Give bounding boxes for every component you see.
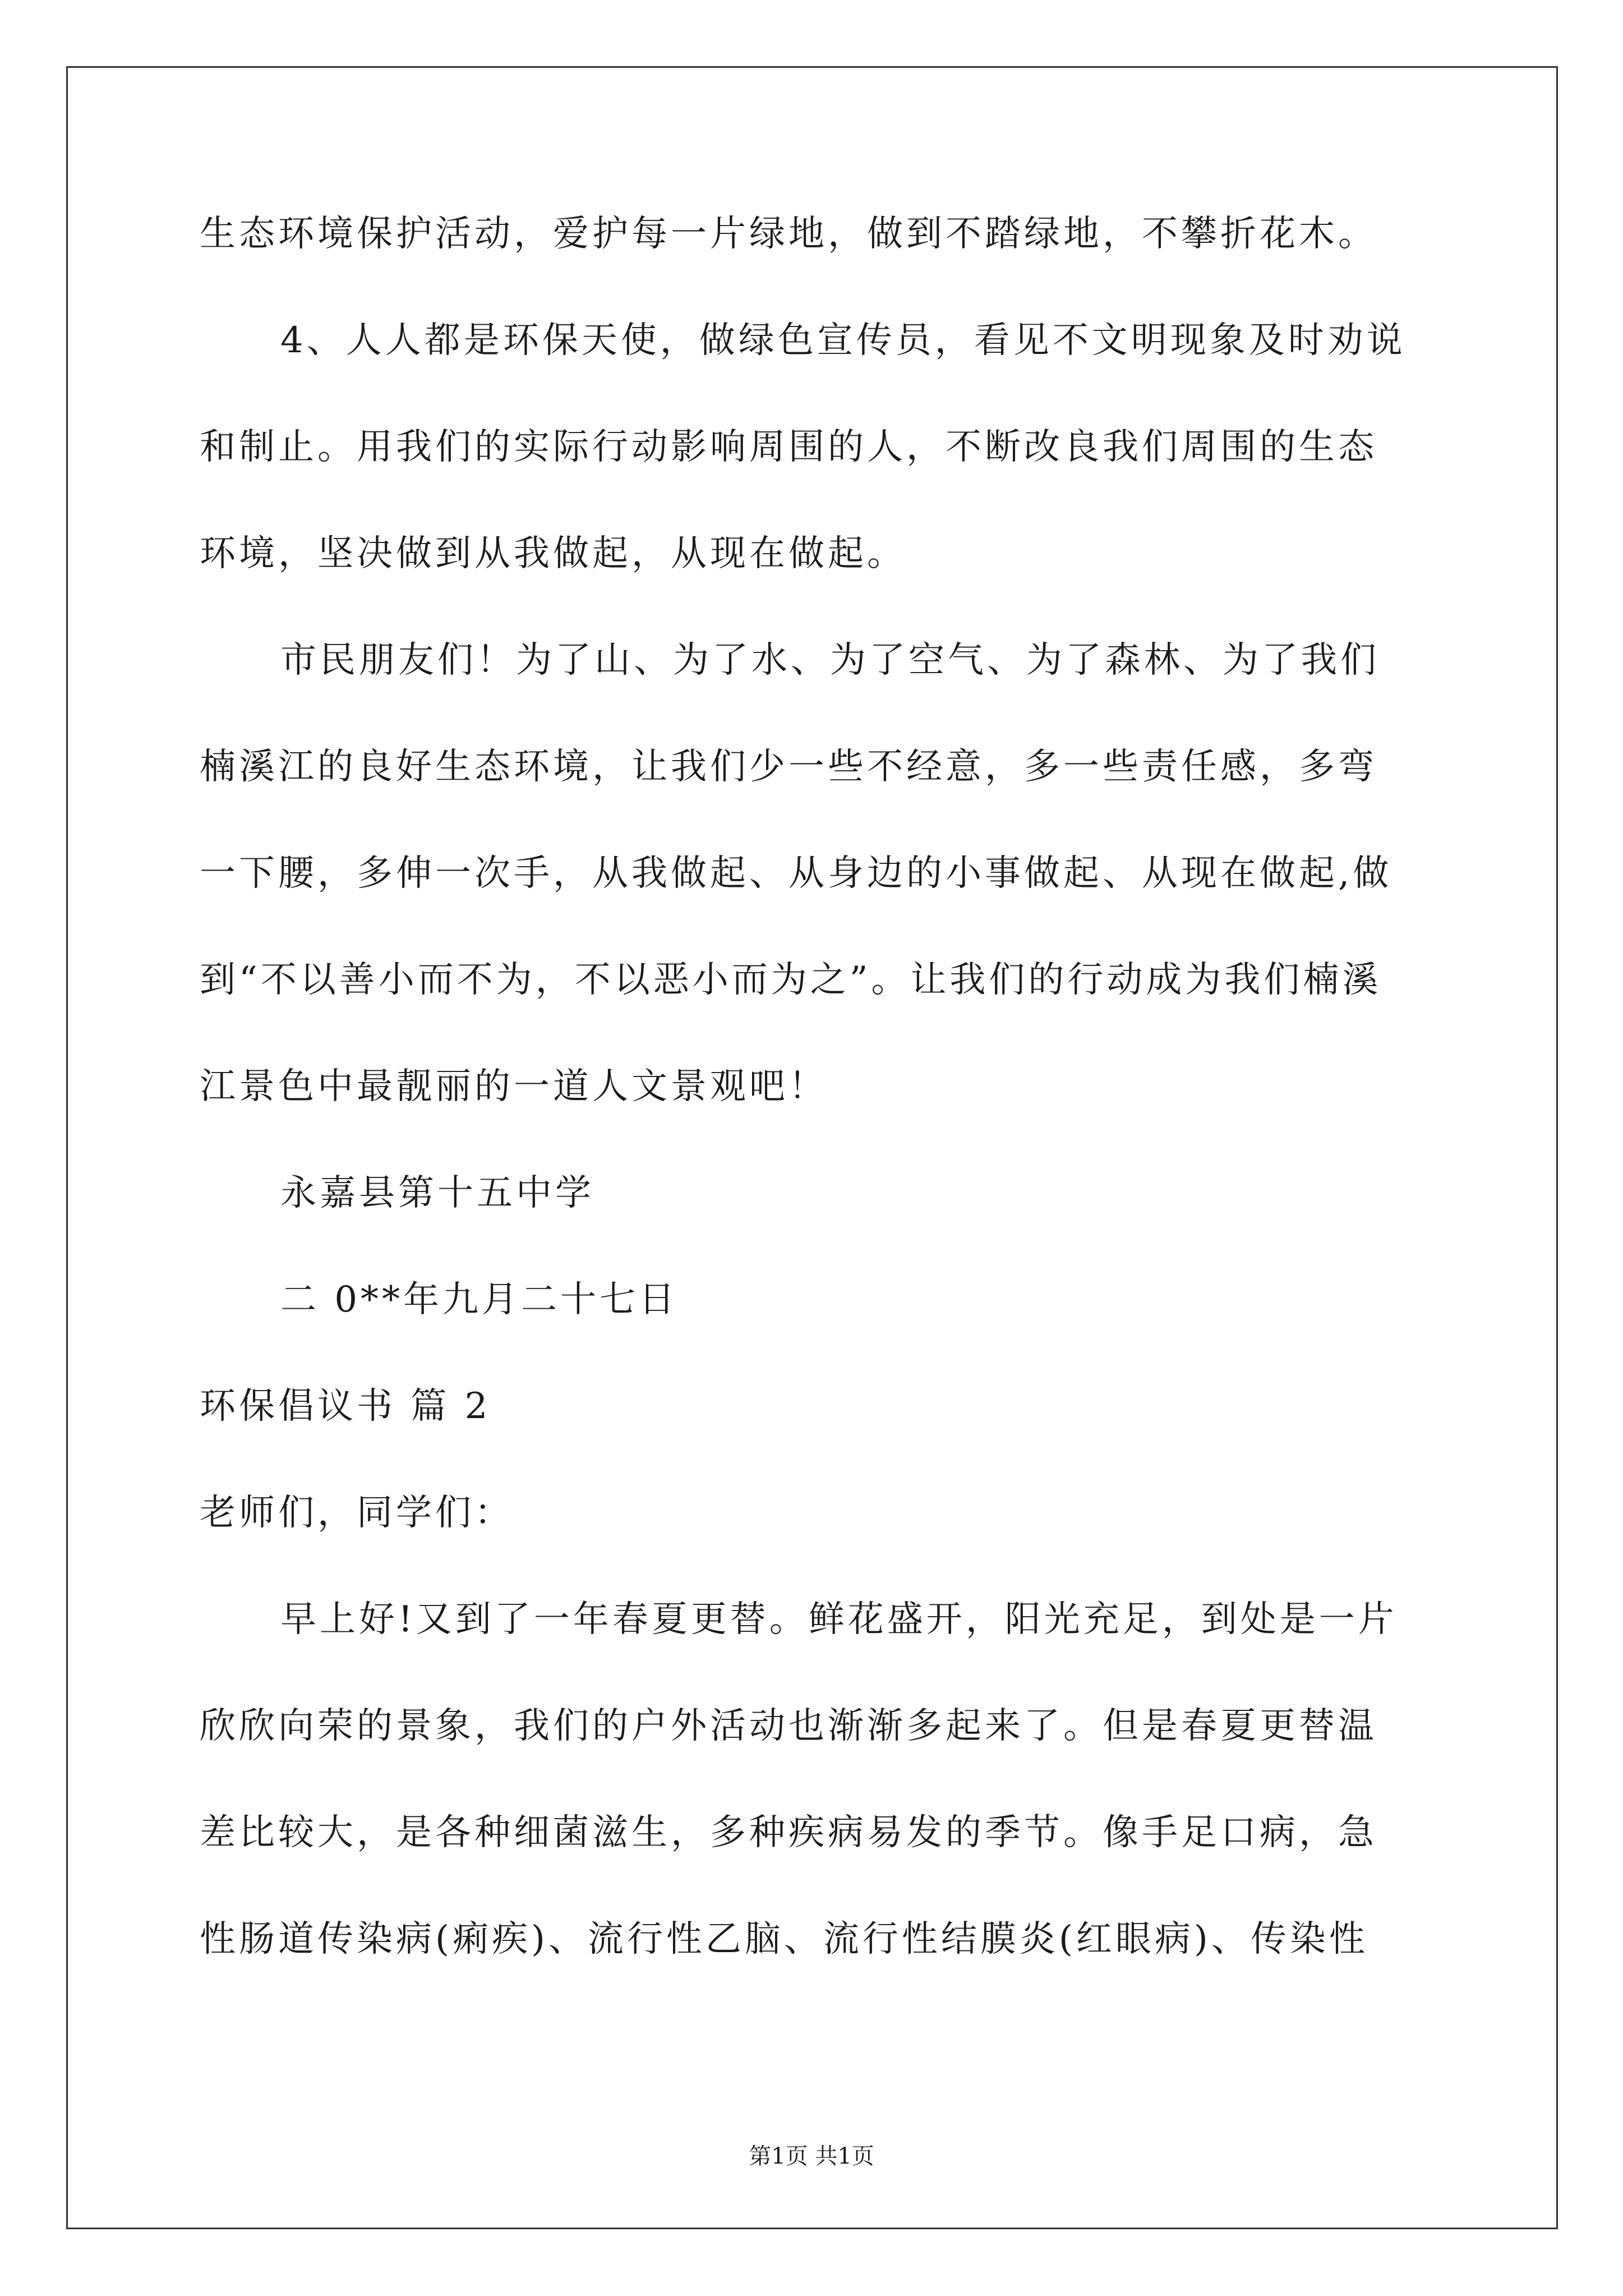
text-line: 一下腰，多伸一次手，从我做起、从身边的小事做起、从现在做起,做 — [200, 853, 1393, 894]
text-line: 到“不以善小而不为，不以恶小而为之”。让我们的行动成为我们楠溪 — [200, 959, 1382, 1001]
text-line: 生态环境保护活动，爱护每一片绿地，做到不踏绿地，不攀折花木。 — [200, 213, 1377, 255]
salutation: 老师们，同学们： — [200, 1492, 514, 1534]
page-border — [66, 66, 1558, 2229]
text-line: 和制止。用我们的实际行动影响周围的人，不断改良我们周围的生态 — [200, 426, 1377, 468]
text-line: 差比较大，是各种细菌滋生，多种疾病易发的季节。像手足口病，急 — [200, 1812, 1377, 1853]
text-line: 性肠道传染病(痢疾)、流行性乙脑、流行性结膜炎(红眼病)、传染性 — [200, 1918, 1368, 1960]
signature-date: 二 0**年九月二十七日 — [280, 1279, 679, 1320]
text-line: 欣欣向荣的景象，我们的户外活动也渐渐多起来了。但是春夏更替温 — [200, 1705, 1377, 1747]
text-line: 江景色中最靓丽的一道人文景观吧！ — [200, 1066, 828, 1107]
page-footer: 第1页 共1页 — [749, 2143, 874, 2169]
text-line: 市民朋友们！为了山、为了水、为了空气、为了森林、为了我们 — [280, 639, 1380, 681]
signature-school: 永嘉县第十五中学 — [280, 1172, 594, 1214]
text-line: 环境，坚决做到从我做起，从现在做起。 — [200, 533, 906, 574]
text-line: 早上好!又到了一年春夏更替。鲜花盛开，阳光充足，到处是一片 — [280, 1599, 1398, 1640]
text-line: 楠溪江的良好生态环境，让我们少一些不经意，多一些责任感，多弯 — [200, 746, 1377, 788]
section-heading: 环保倡议书 篇 2 — [200, 1386, 491, 1427]
text-line: 4、人人都是环保天使，做绿色宣传员，看见不文明现象及时劝说 — [280, 320, 1406, 361]
